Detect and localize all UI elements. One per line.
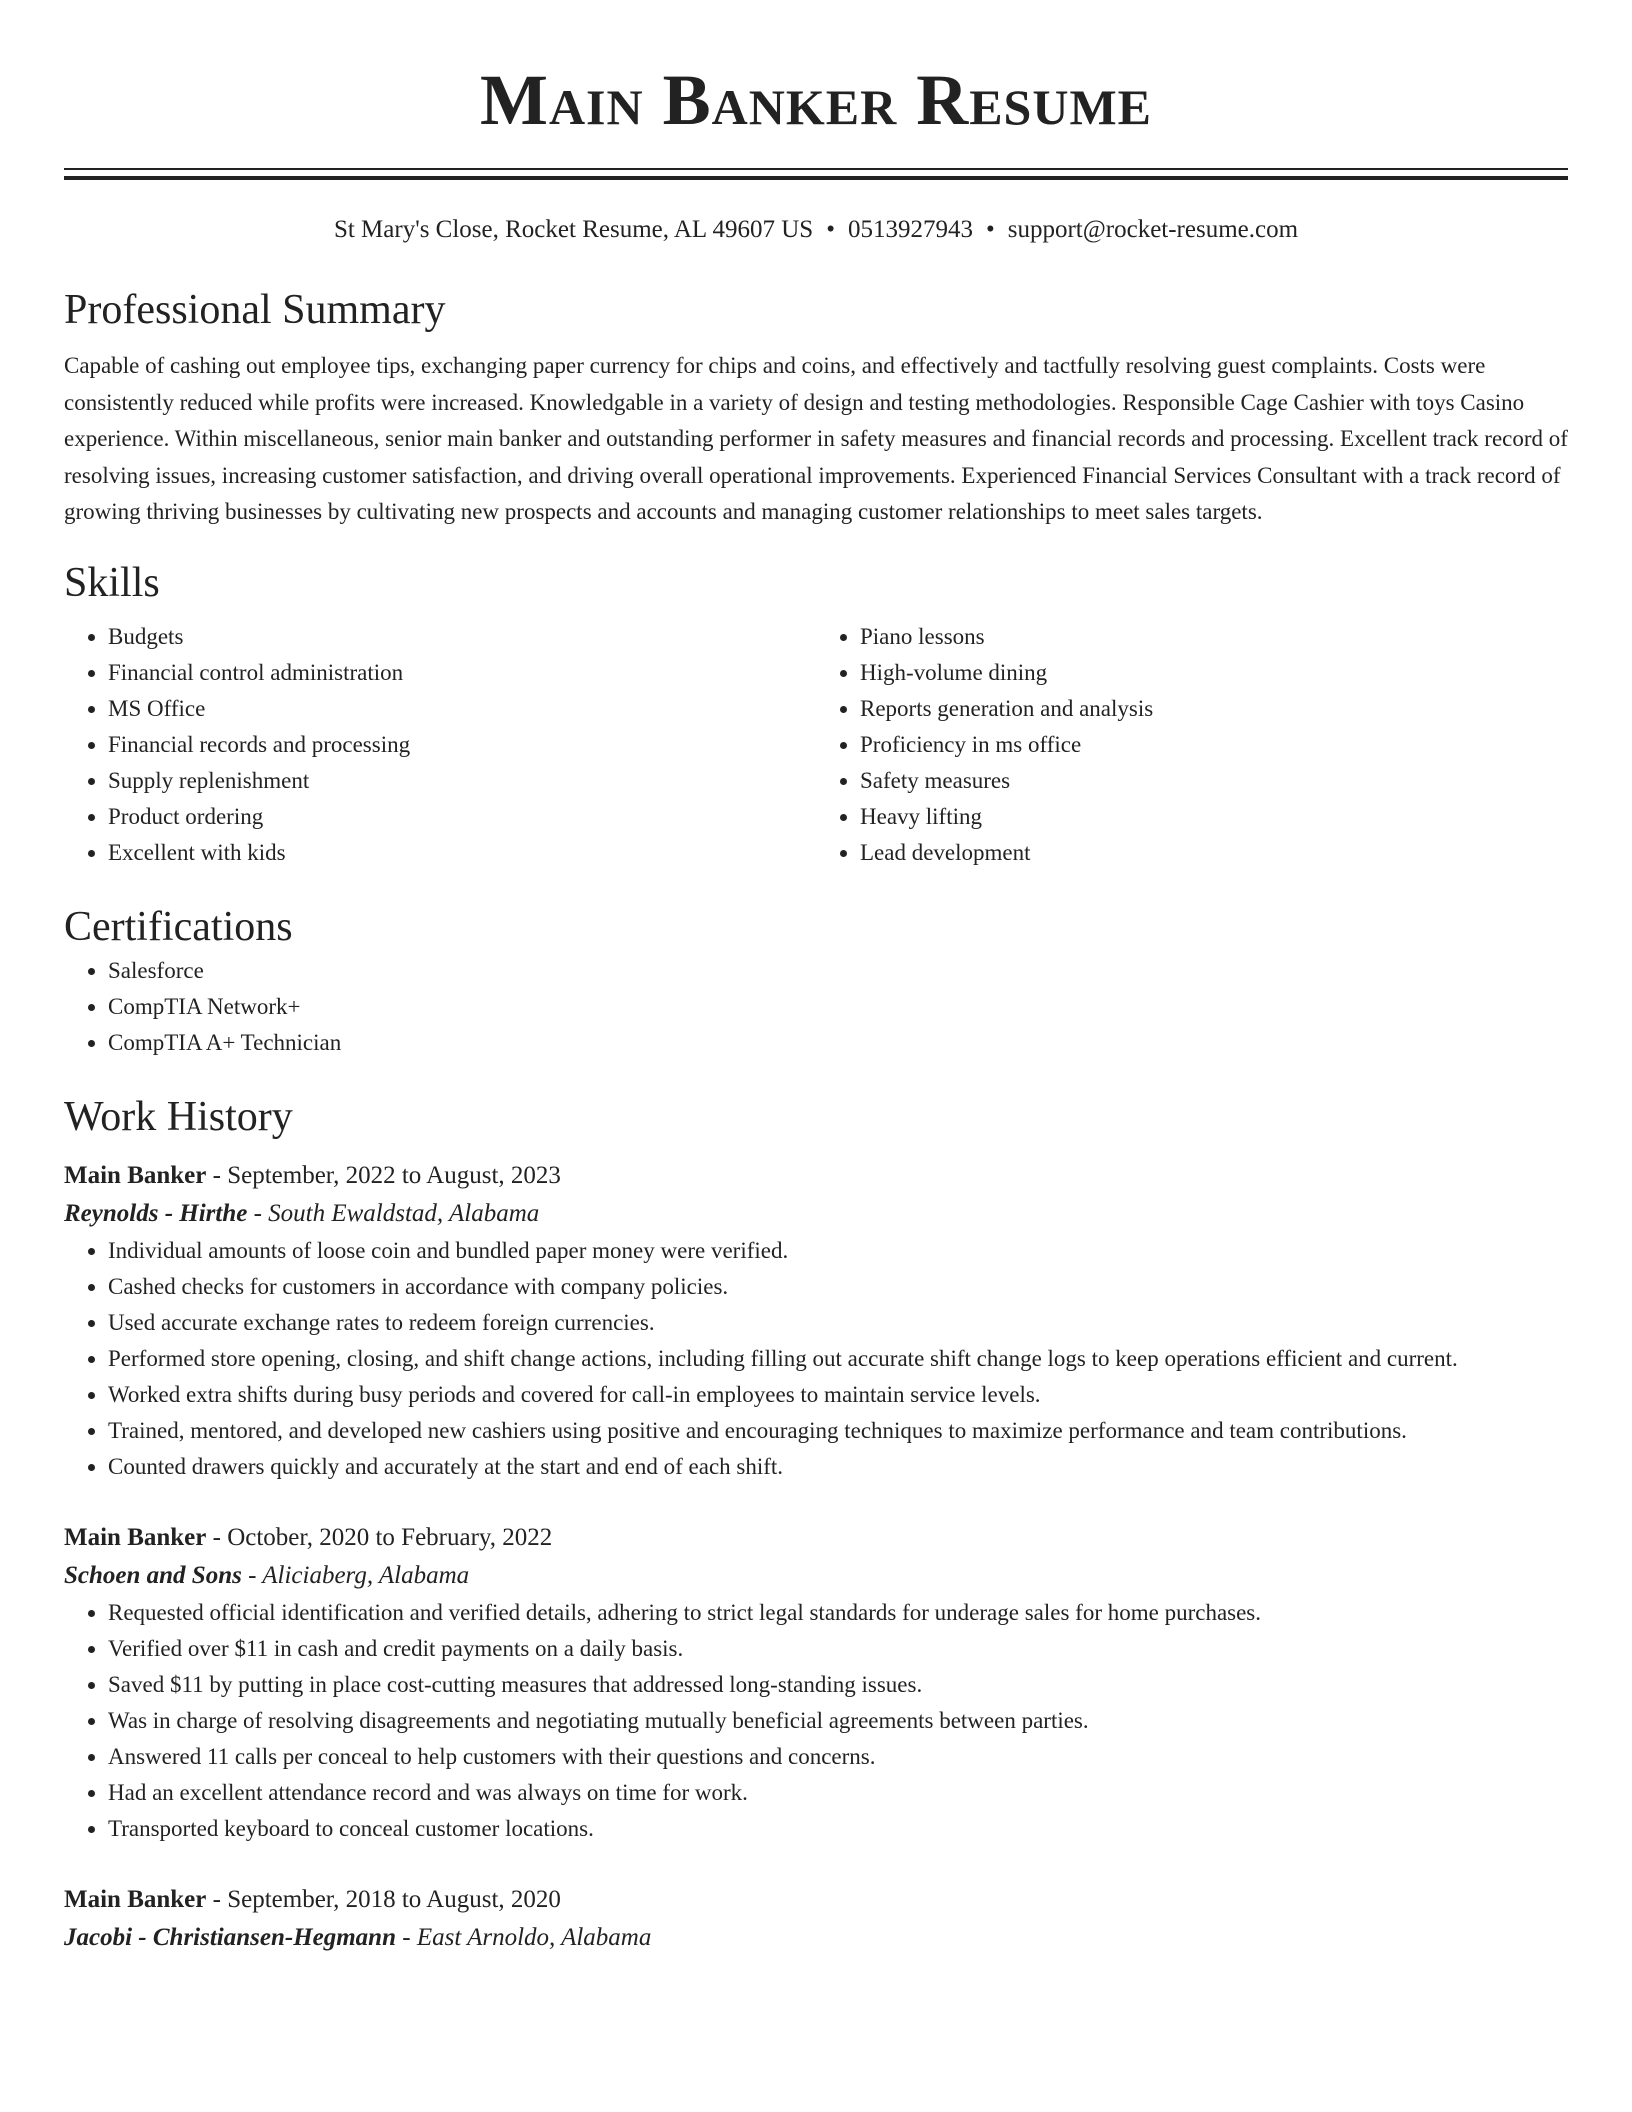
job-entry (64, 1881, 1568, 1957)
job-company-line (64, 1195, 1568, 1233)
job-company: Reynolds - Hirthe (64, 1199, 248, 1227)
job-bullet: • Transported keyboard to conceal customer locations. (108, 1811, 1568, 1847)
skill-item: • Product ordering (108, 799, 816, 835)
skill-item: • Piano lessons (860, 619, 1568, 655)
work-history-heading: Work History (64, 1093, 293, 1140)
job-title-line (64, 1157, 1568, 1195)
job-title: Main Banker (64, 1523, 207, 1551)
job-bullet: • Had an excellent attendance record and was always on time for work. (108, 1775, 1568, 1811)
job-bullets (64, 1233, 1568, 1485)
job-location: - Aliciaberg, Alabama (241, 1561, 470, 1589)
skills-list-left (64, 619, 816, 871)
skill-item: • Proficiency in ms office (860, 727, 1568, 763)
certifications-heading: Certifications (64, 903, 293, 950)
job-bullet: • Answered 11 calls per conceal to help customers with their questions and concerns. (108, 1739, 1568, 1775)
title-divider-thick (64, 176, 1568, 180)
job-bullet: • Worked extra shifts during busy periods and covered for call-in employees to maintain service levels. (108, 1377, 1568, 1413)
certification-item: • Salesforce (108, 953, 1568, 989)
job-dates: - September, 2018 to August, 2020 (206, 1885, 561, 1913)
summary-heading: Professional Summary (64, 287, 446, 333)
job-company-line (64, 1557, 1568, 1595)
job-title: Main Banker (64, 1161, 207, 1189)
skill-item: • Reports generation and analysis (860, 691, 1568, 727)
contact-separator: • (985, 216, 995, 243)
contact-email: support@rocket-resume.com (1007, 216, 1299, 243)
skill-item: • Supply replenishment (108, 763, 816, 799)
skill-item: • Financial records and processing (108, 727, 816, 763)
skill-item: • Budgets (108, 619, 816, 655)
job-location: - South Ewaldstad, Alabama (247, 1199, 540, 1227)
skill-item: • Lead development (860, 835, 1568, 871)
job-company: Schoen and Sons (64, 1561, 242, 1589)
contact-phone: 0513927943 (847, 216, 973, 243)
contact-address: St Mary's Close, Rocket Resume, AL 49607 US (333, 216, 814, 243)
job-dates: - September, 2022 to August, 2023 (206, 1161, 561, 1189)
certifications-list (64, 953, 1568, 1061)
job-title-line (64, 1881, 1568, 1919)
job-bullet: • Requested official identification and verified details, adhering to strict legal standards for underage sales for home purchases. (108, 1595, 1568, 1631)
job-bullet: • Verified over $11 in cash and credit payments on a daily basis. (108, 1631, 1568, 1667)
resume-title: Main Banker Resume (479, 60, 1153, 140)
job-title-line (64, 1519, 1568, 1557)
skill-item: • High-volume dining (860, 655, 1568, 691)
job-bullet: • Individual amounts of loose coin and bundled paper money were verified. (108, 1233, 1568, 1269)
job-entry (64, 1519, 1568, 1847)
job-company: Jacobi - Christiansen-Hegmann (64, 1923, 396, 1951)
job-location: - East Arnoldo, Alabama (396, 1923, 652, 1951)
job-bullet: • Cashed checks for customers in accordance with company policies. (108, 1269, 1568, 1305)
job-bullet: • Performed store opening, closing, and shift change actions, including filling out accurate shift change logs to keep operations efficient and current. (108, 1341, 1568, 1377)
skill-item: • Heavy lifting (860, 799, 1568, 835)
job-dates: - October, 2020 to February, 2022 (206, 1523, 553, 1551)
skill-item: • MS Office (108, 691, 816, 727)
skills-list-right (816, 619, 1568, 871)
skills-grid (64, 619, 1568, 871)
summary-text: Capable of cashing out employee tips, exchanging paper currency for chips and coins, and effectively and tactfully resolving guest complaints. Costs were consistently reduced while profits were increased. Knowledgable in a variety of design and testing methodologies. Responsible Cage Cashier with toys Casino experience. Within miscellaneous, senior main banker and outstanding performer in safety measures and financial records and processing. Excellent track record of resolving issues, increasing customer satisfaction, and driving overall operational improvements. Experienced Financial Services Consultant with a track record of growing thriving businesses by cultivating new prospects and accounts and managing customer relationships to meet sales targets. (64, 353, 1568, 524)
job-bullet: • Used accurate exchange rates to redeem foreign currencies. (108, 1305, 1568, 1341)
skill-item: • Safety measures (860, 763, 1568, 799)
job-entry (64, 1157, 1568, 1485)
certification-item: • CompTIA Network+ (108, 989, 1568, 1025)
job-bullet: • Was in charge of resolving disagreements and negotiating mutually beneficial agreements between parties. (108, 1703, 1568, 1739)
skills-heading: Skills (64, 559, 160, 606)
job-bullet: • Counted drawers quickly and accurately at the start and end of each shift. (108, 1449, 1568, 1485)
certification-item: • CompTIA A+ Technician (108, 1025, 1568, 1061)
job-bullet: • Saved $11 by putting in place cost-cutting measures that addressed long-standing issues. (108, 1667, 1568, 1703)
contact-separator: • (826, 216, 835, 243)
job-bullets (64, 1595, 1568, 1847)
contact-line (64, 214, 1568, 246)
title-divider-thin (64, 168, 1568, 170)
skill-item: • Financial control administration (108, 655, 816, 691)
job-title: Main Banker (64, 1885, 207, 1913)
skill-item: • Excellent with kids (108, 835, 816, 871)
job-bullet: • Trained, mentored, and developed new cashiers using positive and encouraging techniques to maximize performance and team contributions. (108, 1413, 1568, 1449)
job-company-line (64, 1919, 1568, 1957)
